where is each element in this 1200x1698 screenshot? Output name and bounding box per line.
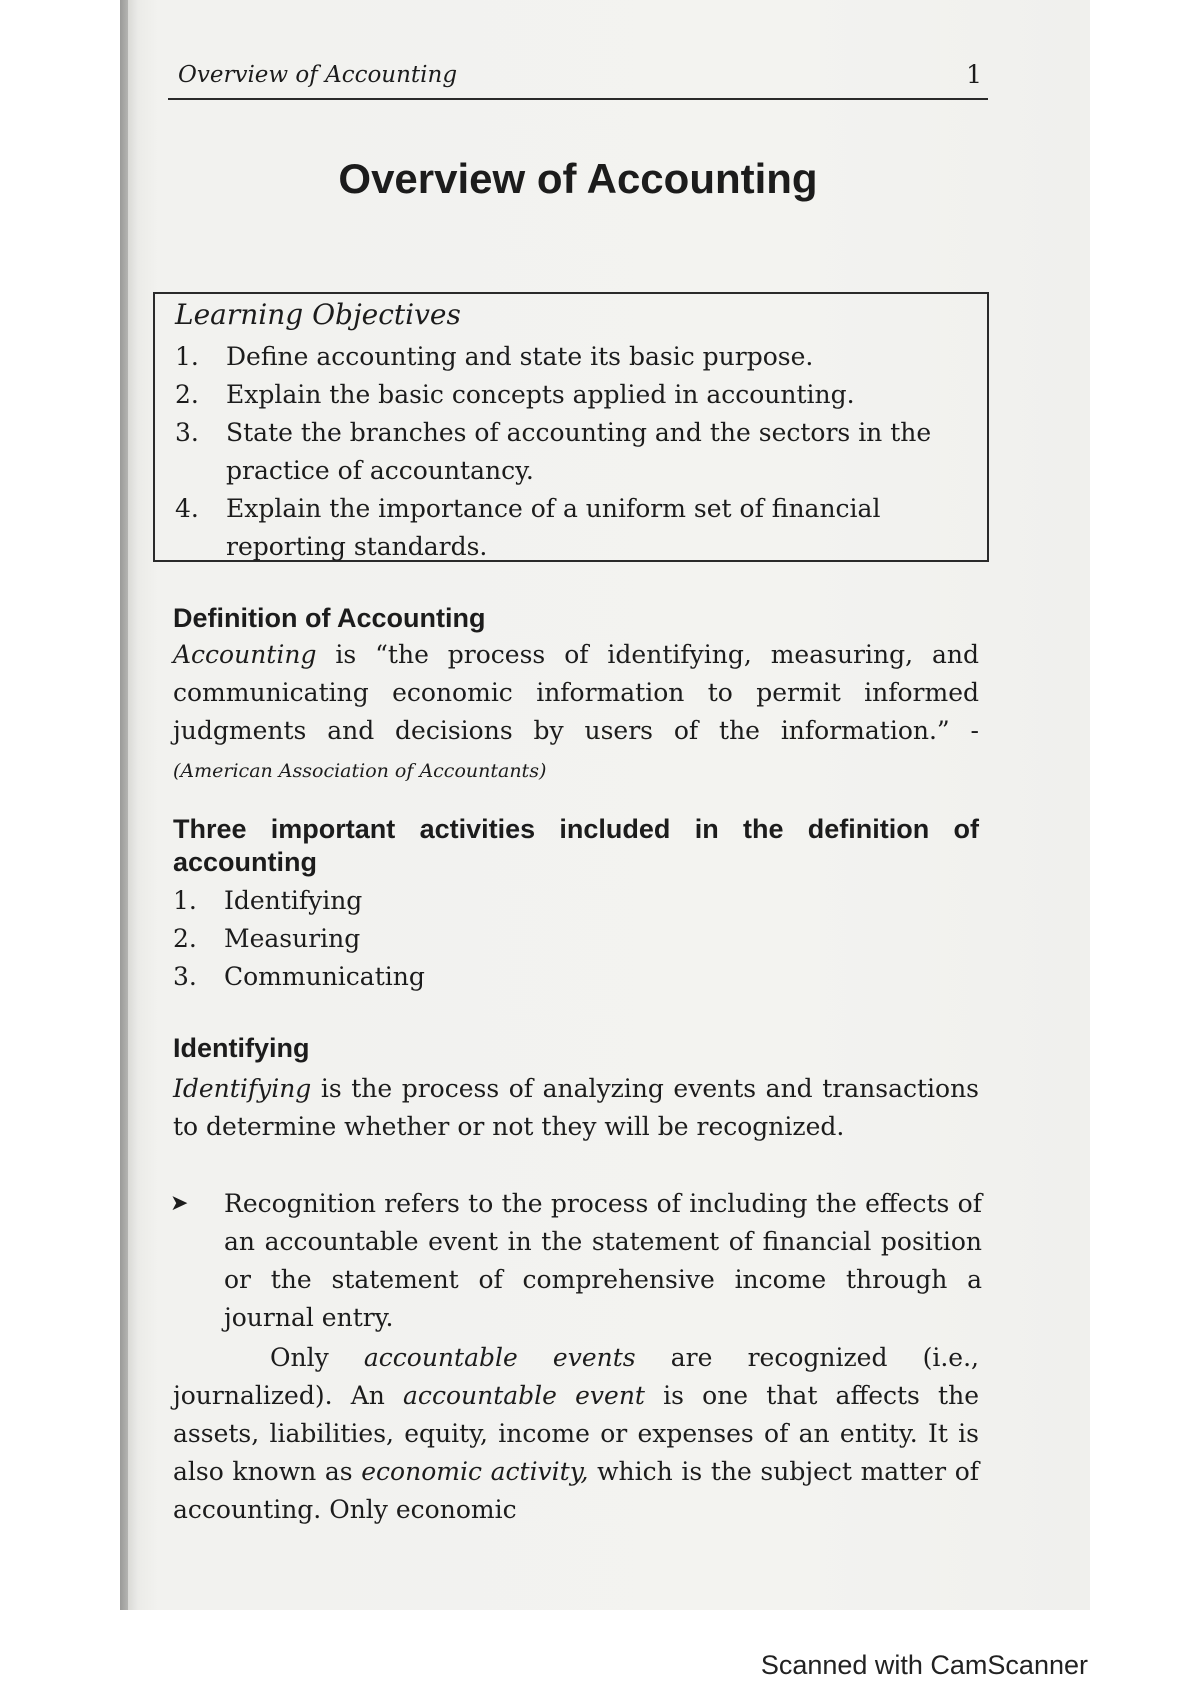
- economic-activity-term: economic activity,: [361, 1457, 589, 1486]
- list-item: [175, 490, 975, 566]
- identifying-paragraph: [173, 1070, 979, 1146]
- list-item-text: Communicating: [224, 962, 425, 991]
- list-item: [173, 920, 973, 958]
- learning-objectives-list: [175, 338, 975, 566]
- list-item: [173, 882, 973, 920]
- list-item: [175, 376, 975, 414]
- learning-objectives-heading: Learning Objectives: [175, 298, 461, 331]
- list-item-text: Define accounting and state its basic purpose.: [226, 342, 814, 371]
- list-item: [175, 338, 975, 376]
- list-item-number: 3.: [173, 962, 197, 991]
- arrow-bullet-icon: ➤: [170, 1191, 189, 1216]
- learning-objectives-box: [153, 292, 989, 562]
- running-head-title: Overview of Accounting: [178, 62, 458, 88]
- recognition-bullet: [170, 1185, 982, 1337]
- accountable-event-term: accountable event: [403, 1381, 645, 1410]
- definition-paragraph: [173, 636, 979, 790]
- recognition-text: [224, 1185, 982, 1337]
- list-item: [173, 958, 973, 996]
- list-item-number: 3.: [175, 418, 199, 447]
- list-item-number: 2.: [175, 380, 199, 409]
- recognition-text-part-2: .: [385, 1303, 394, 1332]
- list-item-number: 2.: [173, 924, 197, 953]
- identifying-text: is the process of analyzing events and transactions to determine whether or not they will be recognized.: [173, 1074, 979, 1141]
- list-item-number: 4.: [175, 494, 199, 523]
- recognition-term: Recognition: [224, 1189, 376, 1218]
- list-item-text: Explain the basic concepts applied in accounting.: [226, 380, 855, 409]
- list-item-number: 1.: [175, 342, 199, 371]
- definition-term: Accounting: [173, 640, 317, 669]
- text-run: Only: [270, 1343, 364, 1372]
- list-item: [175, 414, 975, 490]
- page-number: 1: [966, 60, 982, 89]
- activities-heading: Three important activities included in the definition of accounting: [173, 814, 979, 877]
- list-item-text: Explain the importance of a uniform set of financial reporting standards.: [226, 494, 881, 561]
- accountable-events-term: accountable events: [363, 1343, 636, 1372]
- identifying-heading: Identifying: [173, 1033, 310, 1063]
- list-item-text: Identifying: [224, 886, 363, 915]
- list-item-text: Measuring: [224, 924, 361, 953]
- text-run: are recognized (i.e., journalized). An: [173, 1343, 979, 1410]
- accountable-events-paragraph: [173, 1339, 979, 1529]
- text-run: is one that affects the assets, liabilities, equity, income or expenses of an entity. It is also known as: [173, 1381, 980, 1486]
- definition-text: is “the process of identifying, measuring, and communicating economic information to permit informed judgments and decisions by users of the information.” -: [173, 640, 979, 745]
- list-item-text: State the branches of accounting and the sectors in the practice of accountancy.: [226, 418, 932, 485]
- activities-list: [173, 882, 973, 996]
- scanner-watermark: Scanned with CamScanner: [760, 1650, 1088, 1680]
- running-head: [168, 58, 988, 100]
- definition-source: (American Association of Accountants): [173, 760, 547, 782]
- text-run: which is the subject matter of accounting. Only economic: [173, 1457, 980, 1524]
- list-item-number: 1.: [173, 886, 197, 915]
- recognition-text-part-1: refers to the process of including the effects of an accountable event in the statement of financial position or the statement of comprehensive income through a: [224, 1189, 982, 1294]
- definition-heading: Definition of Accounting: [173, 603, 486, 633]
- identifying-term: Identifying: [173, 1074, 312, 1103]
- journal-entry-term: journal entry: [224, 1303, 386, 1332]
- chapter-title: Overview of Accounting: [338, 155, 818, 202]
